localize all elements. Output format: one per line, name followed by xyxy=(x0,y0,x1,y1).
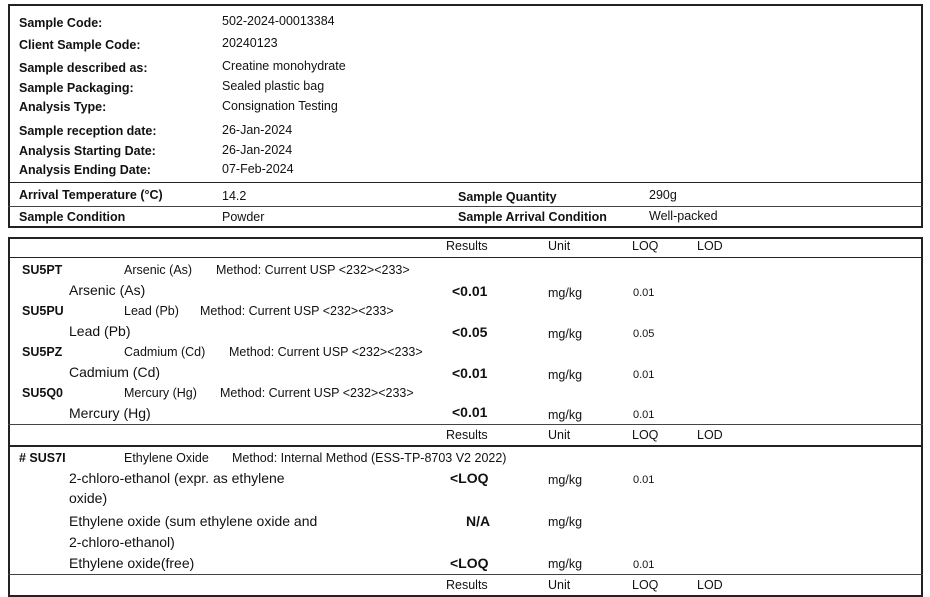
analyte-name-cont: 2-chloro-ethanol) xyxy=(69,534,175,550)
loq-value: 0.01 xyxy=(633,559,655,571)
result-value: <0.01 xyxy=(452,404,488,420)
result-value: N/A xyxy=(466,513,491,529)
result-value: <LOQ xyxy=(450,470,489,486)
unit-value: mg/kg xyxy=(548,515,583,529)
info-value: Consignation Testing xyxy=(222,99,338,113)
analyte-name-cont: oxide) xyxy=(69,490,108,506)
unit-value: mg/kg xyxy=(548,327,583,341)
info-label: Analysis Type: xyxy=(19,100,107,114)
analyte-heading: Cadmium (Cd) xyxy=(124,345,206,359)
info-label: Sample Packaging: xyxy=(19,81,134,95)
analyte-name: Ethylene oxide(free) xyxy=(69,555,195,571)
divider xyxy=(8,424,923,425)
test-code: # SUS7I xyxy=(19,451,66,465)
unit-value: mg/kg xyxy=(548,473,583,487)
method-text: Method: Current USP <232><233> xyxy=(229,345,423,359)
result-value: <0.01 xyxy=(452,365,488,381)
loq-value: 0.01 xyxy=(633,409,655,421)
analyte-heading: Lead (Pb) xyxy=(124,304,179,318)
header-lod: LOD xyxy=(697,428,723,442)
info-label: Sample reception date: xyxy=(19,124,157,138)
info-label: Analysis Ending Date: xyxy=(19,163,151,177)
info-value: Creatine monohydrate xyxy=(222,59,346,73)
header-loq: LOQ xyxy=(632,239,659,253)
info-label: Sample described as: xyxy=(19,61,148,75)
loq-value: 0.05 xyxy=(633,328,655,340)
divider xyxy=(8,574,923,575)
unit-value: mg/kg xyxy=(548,286,583,300)
result-value: <LOQ xyxy=(450,555,489,571)
test-code: SU5PT xyxy=(22,263,63,277)
analyte-heading: Ethylene Oxide xyxy=(124,451,209,465)
info-label: Analysis Starting Date: xyxy=(19,144,156,158)
header-unit: Unit xyxy=(548,578,571,592)
loq-value: 0.01 xyxy=(633,474,655,486)
condition-label: Sample Condition xyxy=(19,210,126,224)
analyte-name: Lead (Pb) xyxy=(69,323,131,339)
analyte-name: Ethylene oxide (sum ethylene oxide and xyxy=(69,513,318,529)
test-code: SU5Q0 xyxy=(22,386,63,400)
analyte-heading: Arsenic (As) xyxy=(124,263,193,277)
analyte-name: Cadmium (Cd) xyxy=(69,364,161,380)
info-label: Client Sample Code: xyxy=(19,38,141,52)
header-lod: LOD xyxy=(697,578,723,592)
divider xyxy=(8,206,923,207)
divider xyxy=(8,257,923,258)
method-text: Method: Current USP <232><233> xyxy=(220,386,414,400)
method-text: Method: Internal Method (ESS-TP-8703 V2 2022) xyxy=(232,451,507,465)
arrival-temp-value: 14.2 xyxy=(222,189,247,203)
test-code: SU5PZ xyxy=(22,345,63,359)
analyte-name: Arsenic (As) xyxy=(69,282,146,298)
info-value: 26-Jan-2024 xyxy=(222,123,293,137)
header-loq: LOQ xyxy=(632,578,659,592)
unit-value: mg/kg xyxy=(548,368,583,382)
quantity-value: 290g xyxy=(649,188,677,202)
quantity-label: Sample Quantity xyxy=(458,190,557,204)
info-value: 26-Jan-2024 xyxy=(222,143,293,157)
header-loq: LOQ xyxy=(632,428,659,442)
header-unit: Unit xyxy=(548,239,571,253)
loq-value: 0.01 xyxy=(633,287,655,299)
divider xyxy=(8,182,923,183)
info-value: 502-2024-00013384 xyxy=(222,14,335,28)
method-text: Method: Current USP <232><233> xyxy=(216,263,410,277)
arrival-condition-label: Sample Arrival Condition xyxy=(458,210,607,224)
header-results: Results xyxy=(446,428,488,442)
divider xyxy=(8,445,923,447)
loq-value: 0.01 xyxy=(633,369,655,381)
info-value: 20240123 xyxy=(222,36,278,50)
condition-value: Powder xyxy=(222,210,265,224)
result-value: <0.01 xyxy=(452,283,488,299)
header-results: Results xyxy=(446,239,488,253)
info-label: Sample Code: xyxy=(19,16,103,30)
arrival-temp-label: Arrival Temperature (°C) xyxy=(19,188,163,202)
method-text: Method: Current USP <232><233> xyxy=(200,304,394,318)
header-results: Results xyxy=(446,578,488,592)
test-code: SU5PU xyxy=(22,304,64,318)
header-unit: Unit xyxy=(548,428,571,442)
analyte-name: 2-chloro-ethanol (expr. as ethylene xyxy=(69,470,285,486)
info-value: Sealed plastic bag xyxy=(222,79,325,93)
arrival-condition-value: Well-packed xyxy=(649,209,718,223)
result-value: <0.05 xyxy=(452,324,488,340)
analyte-name: Mercury (Hg) xyxy=(69,405,151,421)
analyte-heading: Mercury (Hg) xyxy=(124,386,197,400)
unit-value: mg/kg xyxy=(548,557,583,571)
header-lod: LOD xyxy=(697,239,723,253)
info-value: 07-Feb-2024 xyxy=(222,162,294,176)
unit-value: mg/kg xyxy=(548,408,583,422)
